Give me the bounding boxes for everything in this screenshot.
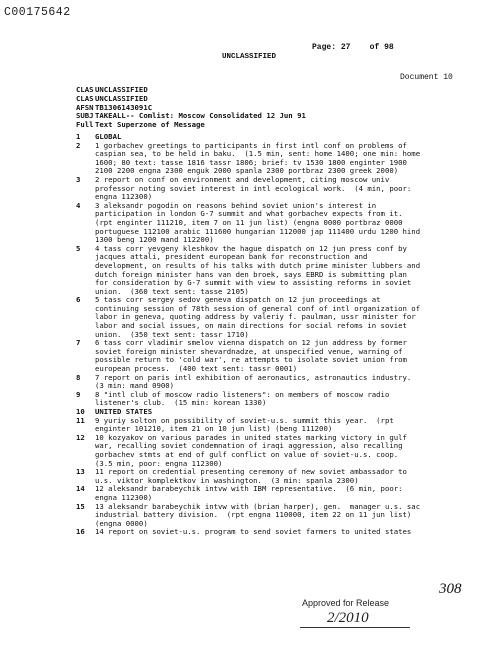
- page-indicator: [312, 43, 394, 52]
- page-total: 98: [384, 43, 394, 52]
- entry-row: [76, 245, 484, 297]
- entry-line: 6 tass corr vladimir smelov vienna dispatch on 12 jun address by former: [95, 338, 407, 348]
- entry-text: [95, 142, 484, 176]
- entry-row: [76, 417, 484, 434]
- entry-row: [76, 374, 484, 391]
- entry-line: engna 112300): [95, 192, 153, 202]
- entry-line: UNITED STATES: [95, 407, 153, 416]
- header-key: CLAS: [76, 93, 94, 103]
- entry-line: 9 yuriy solton on possibility of soviet-u.s. summit this year. (rpt: [95, 415, 394, 425]
- entry-line: continuing session of 78th session of general conf of intl organization of: [95, 303, 421, 313]
- entry-line: 8 "intl club of moscow radio listeners": on members of moscow radio: [95, 389, 390, 399]
- entry-line: enginter 101210, item 21 on 10 jun list) (beng 111200): [95, 424, 333, 434]
- entry-line: 1300 beng 1200 mand 112200): [95, 235, 214, 245]
- entry-text: [95, 434, 484, 468]
- header-value: UNCLASSIFIED: [95, 85, 148, 94]
- header-key: CLAS: [76, 85, 94, 94]
- entry-line: (engna 0000): [95, 518, 148, 528]
- entry-text: [95, 503, 484, 529]
- entry-text: [95, 417, 484, 434]
- entry-line: union. (350 text sent: tassr 1710): [95, 329, 249, 339]
- entry-line: labor in geneva, quoting address by valeriy f. paulman, ussr minister for: [95, 312, 416, 322]
- entry-number: 15: [76, 501, 85, 511]
- entry-line: 2100 2200 engna 2300 enguk 2000 spanla 2300 portbraz 2300 greek 2000): [95, 166, 399, 176]
- entry-row: [76, 485, 484, 502]
- page-of-label: of: [369, 43, 380, 52]
- entry-line: 11 report on credential presenting ceremony of new soviet ambassador to: [95, 467, 407, 477]
- entry-line: jacques attali, president european bank for reconstruction and: [95, 252, 368, 262]
- entry-text: [95, 176, 484, 202]
- entry-row: [76, 391, 484, 408]
- entry-row: [76, 296, 484, 339]
- entry-line: 7 report on paris intl exhibition of aeronautics, astronautics industry.: [95, 372, 412, 382]
- document-number: Document 10: [400, 73, 453, 82]
- entry-number: 7: [76, 338, 81, 348]
- entry-row: [76, 528, 484, 537]
- entry-line: soviet foreign minister shevardnadze, at unspecified venue, warning of: [95, 346, 403, 356]
- header-key: AFSN: [76, 102, 94, 112]
- entry-row: [76, 434, 484, 468]
- entry-text: [95, 296, 484, 339]
- entry-line: 5 tass corr sergey sedov geneva dispatch on 12 jun proceedings at: [95, 295, 381, 305]
- entry-line: labor and social issues, on main directions for social refoms in soviet: [95, 321, 407, 331]
- entry-number: 5: [76, 243, 81, 253]
- entry-row: [76, 468, 484, 485]
- header-value: TB1306143091C: [95, 102, 153, 112]
- document-id: C00175642: [4, 6, 71, 19]
- entry-line: caspian sea, to be held in baku. (1.5 min, sent: home 1400; one min: home: [95, 149, 421, 159]
- entry-line: dutch foreign minister hans van den broek, says EBRD is submitting plan: [95, 269, 407, 279]
- page-label: Page:: [312, 43, 337, 52]
- entry-row: [76, 202, 484, 245]
- entry-line: participation in london G-7 summit and what gorbachev expects from it.: [95, 209, 403, 219]
- entry-line: 12 aleksandr barabeychik intvw with IBM representative. (6 min, poor:: [95, 484, 403, 494]
- entry-text: [95, 202, 484, 245]
- entry-text: [95, 339, 484, 373]
- entry-row: [76, 503, 484, 529]
- entry-number: 1: [76, 132, 81, 141]
- entry-text: [95, 391, 484, 408]
- entry-row: [76, 142, 484, 176]
- entry-line: (3.5 min, poor: engna 112300): [95, 458, 223, 468]
- entry-text: [95, 485, 484, 502]
- entry-line: professor noting soviet interest in intl ecological work. (4 min, poor:: [95, 183, 412, 193]
- page-number: 27: [340, 43, 351, 52]
- entry-line: gorbachev stmts at end of gulf conflict on value of soviet-u.s. coop.: [95, 449, 399, 459]
- entry-line: 14 report on soviet-u.s. program to send soviet farmers to united states: [95, 527, 412, 537]
- entry-number: 11: [76, 415, 85, 425]
- entry-number: 8: [76, 372, 81, 382]
- entry-text: [95, 374, 484, 391]
- header-key: SUBJ: [76, 111, 94, 121]
- entry-line: engna 112300): [95, 492, 153, 502]
- entry-line: 2 report on conf on environment and development, citing moscow univ: [95, 174, 390, 184]
- entry-number: 9: [76, 389, 81, 399]
- entry-number: 13: [76, 467, 85, 477]
- classification-marking: UNCLASSIFIED: [222, 53, 277, 61]
- entry-line: portuguese 112100 arabic 111600 hungarian 112000 jap 111400 urdu 1200 hind: [95, 226, 421, 236]
- header-row: [76, 121, 476, 130]
- header-value: Text Superzone of Message: [95, 120, 205, 130]
- header-value: UNCLASSIFIED: [95, 93, 148, 103]
- header-key: Full: [76, 120, 94, 130]
- entry-line: 13 aleksandr barabeychik intvw with (brian harper), gen. manager u.s. sac: [95, 501, 421, 511]
- entry-line: development, on results of his talks with dutch prime minister lubbers and: [95, 260, 421, 270]
- entry-line: GLOBAL: [95, 132, 122, 141]
- entry-line: 1 gorbachev greetings to participants in first intl conf on problems of: [95, 140, 407, 150]
- entry-line: u.s. viktor komplektkov in washington. (3 min: spanla 2300): [95, 475, 359, 485]
- release-stamp-label: Approved for Release: [302, 598, 390, 608]
- entry-line: 1600; 80 text: tasse 1816 tassr 1806; brief: tv 1530 1800 enginter 1900: [95, 157, 407, 167]
- entry-line: war, recalling soviet condemnation of iraqi aggression, also recalling: [95, 441, 403, 451]
- entry-line: listener's club. (15 min: korean 1330): [95, 398, 267, 408]
- entry-line: union. (360 text sent: tasse 2105): [95, 286, 249, 296]
- entry-number: 14: [76, 484, 85, 494]
- entry-line: (rpt enginter 111210, item 7 on 11 jun list) (engna 0000 portbraz 0000: [95, 217, 403, 227]
- entry-number: 6: [76, 295, 81, 305]
- entry-line: possible return to 'cold war', re attempts to isolate soviet union from: [95, 355, 407, 365]
- entry-line: 4 tass corr yevgeny kleshkov the hague dispatch on 12 jun press conf by: [95, 243, 407, 253]
- entry-row: [76, 339, 484, 373]
- header-value: TAKEALL-- Comlist: Moscow Consolidated 12 Jun 91: [95, 111, 306, 121]
- release-stamp-date: 2/2010: [327, 610, 369, 626]
- entry-number: 3: [76, 174, 81, 184]
- entry-number: 2: [76, 140, 81, 150]
- entry-number: 4: [76, 200, 81, 210]
- entry-line: for consideration by G-7 summit with view to assisting reforms in soviet: [95, 278, 412, 288]
- entry-line: (3 min: mand 0900): [95, 381, 175, 391]
- handwritten-page-number: 308: [439, 581, 462, 597]
- entry-line: 10 kozyakov on various parades in united states marking victory in gulf: [95, 432, 407, 442]
- message-entries: [76, 133, 484, 537]
- entry-text: [95, 468, 484, 485]
- entry-number: 16: [76, 527, 85, 537]
- entry-line: 3 aleksandr pogodin on reasons behind soviet union's interest in: [95, 200, 377, 210]
- entry-text: [95, 528, 484, 537]
- entry-number: 10: [76, 407, 85, 416]
- entry-text: [95, 245, 484, 297]
- release-signature-line: [300, 627, 410, 628]
- entry-line: industrial battery division. (rpt engna 110000, item 22 on 11 jun list): [95, 510, 412, 520]
- message-header: [76, 86, 476, 130]
- entry-number: 12: [76, 432, 85, 442]
- entry-line: european process. (400 text sent: tassr 0001): [95, 364, 298, 374]
- entry-row: [76, 176, 484, 202]
